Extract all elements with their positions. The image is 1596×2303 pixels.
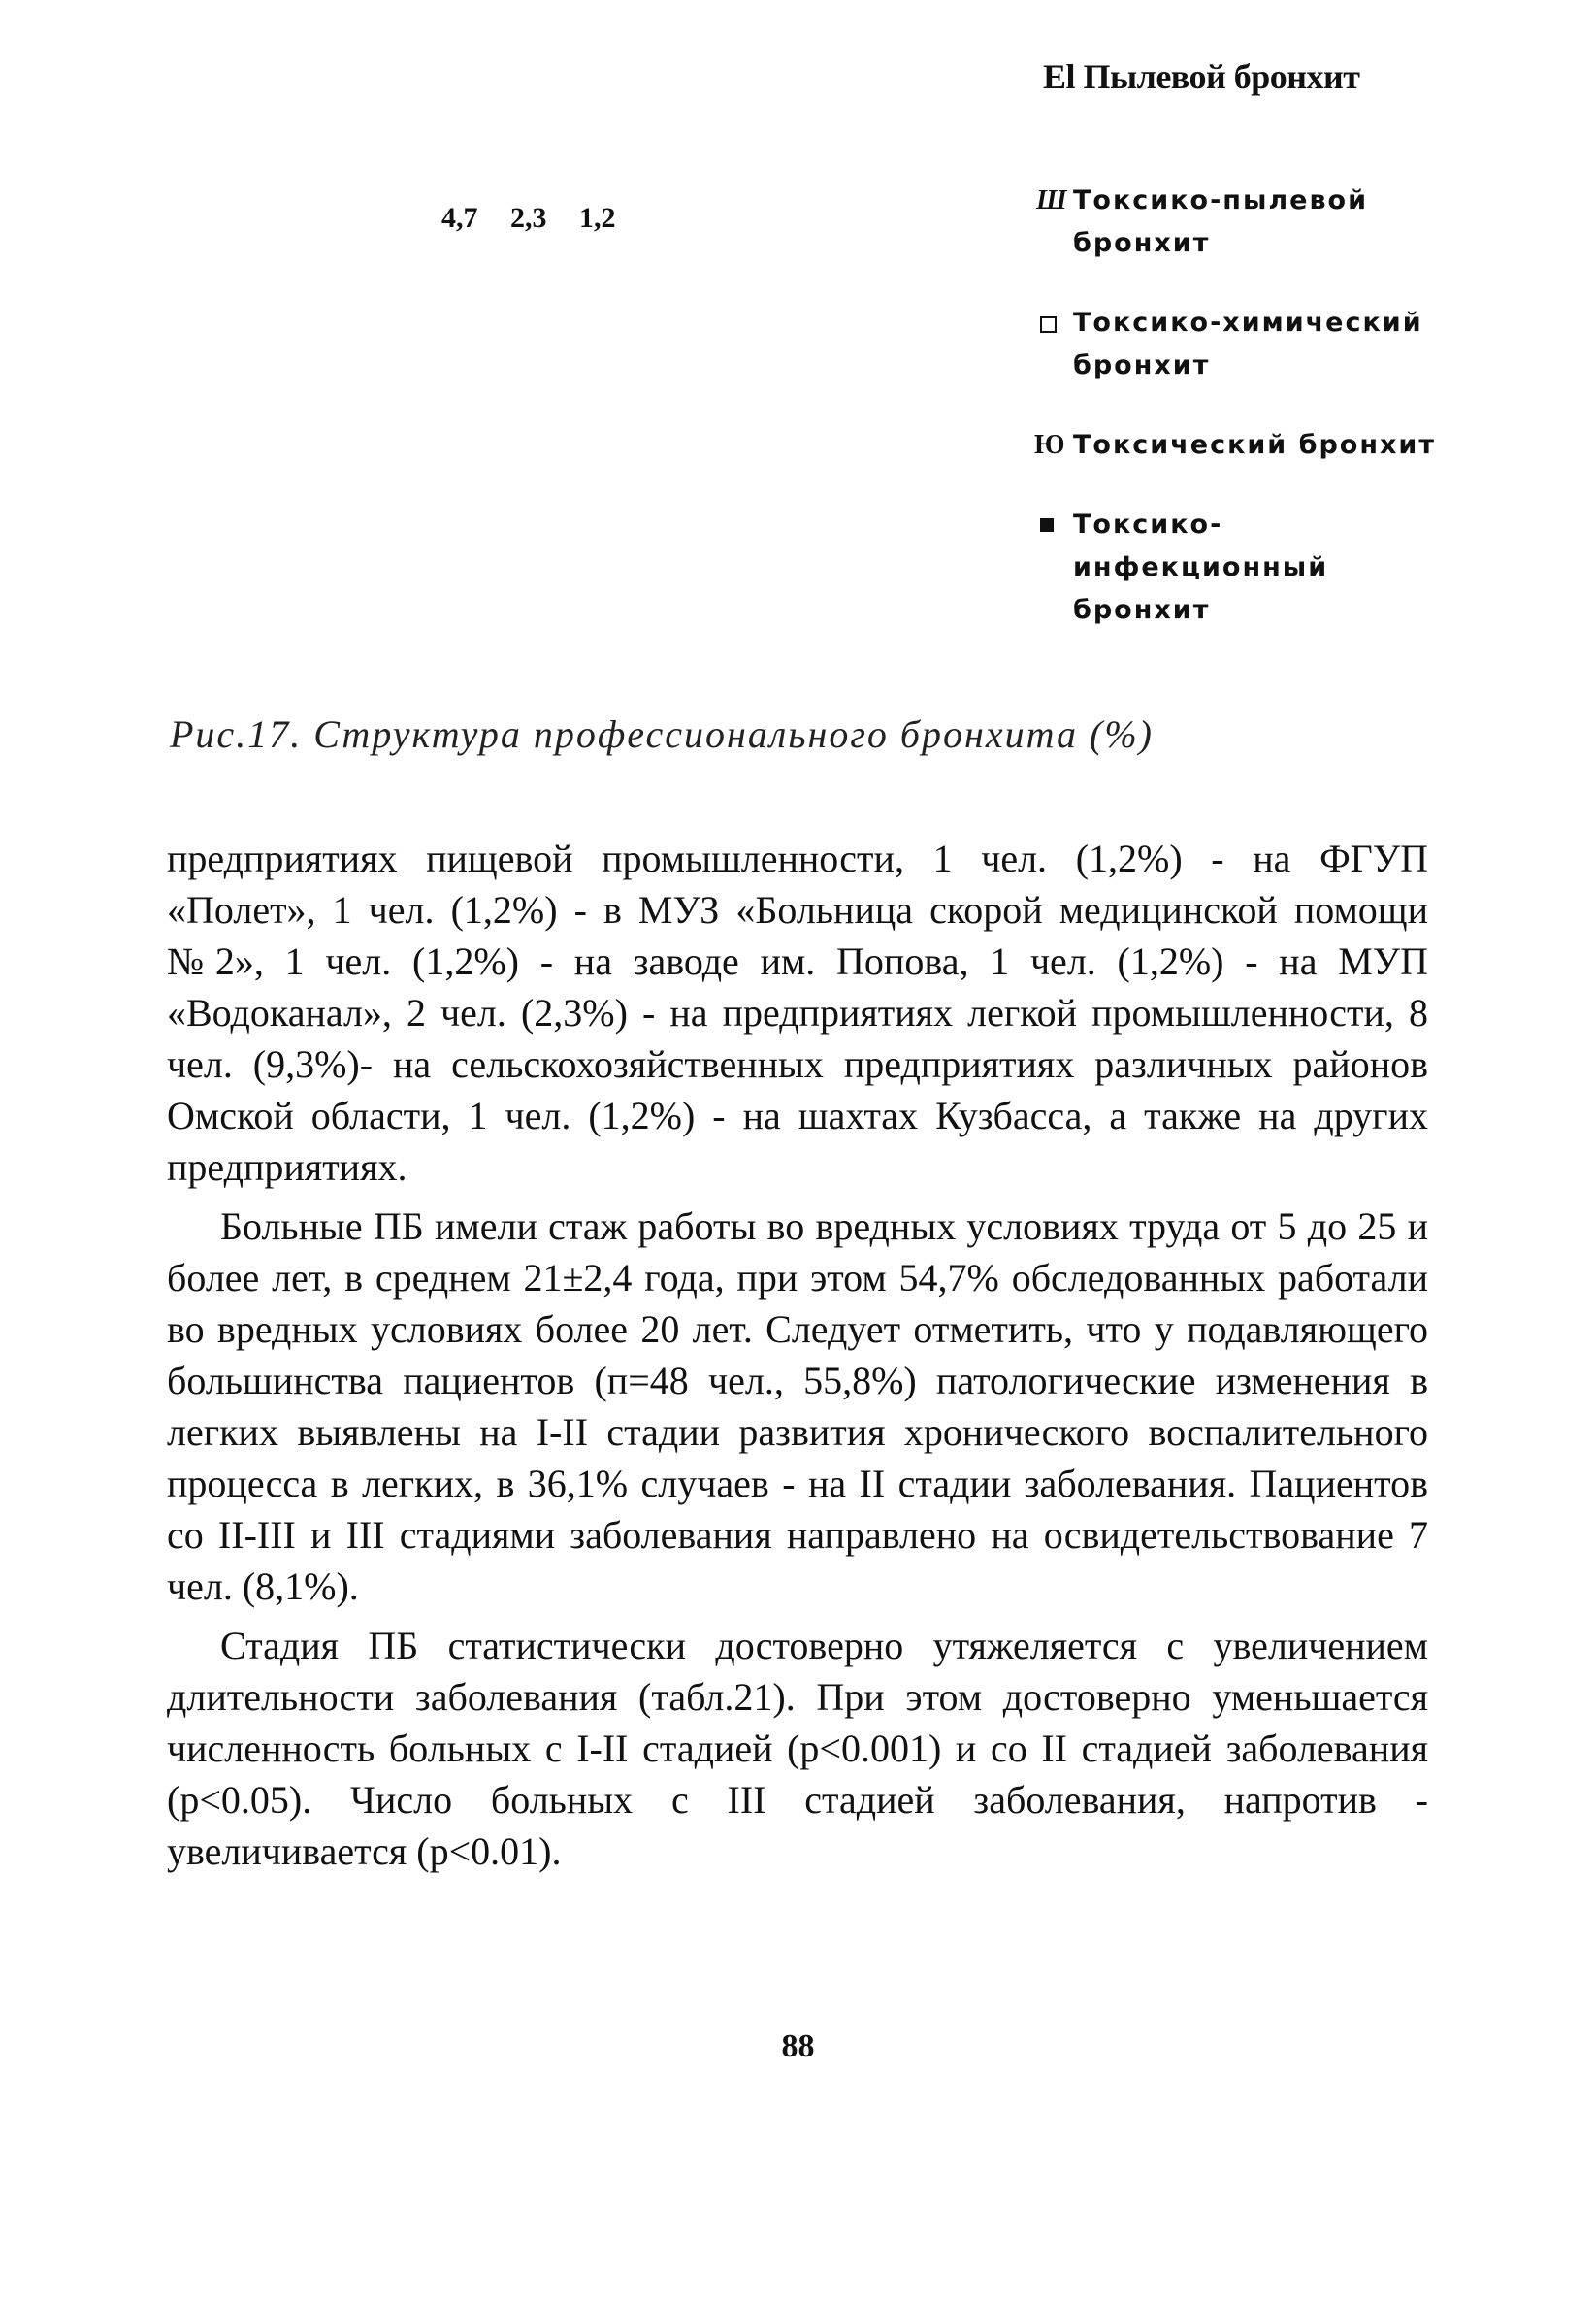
chart-data-labels: [441, 202, 641, 235]
legend-label: Токсико-инфекционный бронхит: [1073, 510, 1329, 625]
paragraph: Стадия ПБ статистически достоверно утяжеляется с увеличением длительности заболевания (табл.21). При этом достоверно уменьшается численность больных с I-II стадией (р<0.001) и со II стадией заболевания (р<0.05). Число больных с III стадией заболевания, напротив - увеличивается (р<0.01).: [167, 1624, 1428, 1873]
paragraph: Больные ПБ имели стаж работы во вредных условиях труда от 5 до 25 и более лет, в среднем 21±2,4 года, при этом 54,7% обследованных работали во вредных условиях более 20 лет. Следует отметить, что у подавляющего большинства пациентов (п=48 чел., 55,8%) патологические изменения в легких выявлены на I-II стадии развития хронического воспалительного процесса в легких, в 36,1% случаев - на II стадии заболевания. Пациентов со II-III и III стадиями заболевания направлено на освидетельствование 7 чел. (8,1%).: [167, 1204, 1428, 1608]
legend-marker-solid-square: [1040, 518, 1054, 532]
legend-marker-empty-square: [1040, 316, 1057, 333]
legend-label: Токсико-пылевой бронхит: [1073, 185, 1369, 258]
legend-item-toxic-dust: [1038, 180, 1455, 265]
data-label: 2,3: [510, 202, 547, 234]
legend-marker-hatched: Ш: [1036, 185, 1067, 215]
legend-item-dust-bronchitis: El Пылевой бронхит: [1043, 57, 1360, 96]
legend-item-toxic-infectious: [1038, 504, 1455, 632]
legend-item-toxic-chemical: [1038, 302, 1455, 387]
legend-item-toxic: [1034, 424, 1455, 467]
legend-label: Токсико-химический бронхит: [1073, 308, 1423, 380]
figure-17: [155, 49, 1455, 767]
paragraph: предприятиях пищевой промышленности, 1 чел. (1,2%) - на ФГУП «Полет», 1 чел. (1,2%) - в МУЗ «Больница скорой медицинской помощи №2», 1 чел. (1,2%) - на заводе им. Попова, 1 чел. (1,2%) - на МУП «Водоканал», 2 чел. (2,3%) - на предприятиях легкой промышленности, 8 чел. (9,3%)- на сельскохозяйственных предприятиях различных районов Омской области, 1 чел. (1,2%) - на шахтах Кузбасса, а также на других предприятиях.: [167, 837, 1428, 1189]
page-number: 88: [781, 2028, 815, 2064]
figure-caption: Рис.17. Структура профессионального бронхита (%): [170, 712, 1154, 756]
body-text: [167, 833, 1428, 1877]
data-label: 4,7: [441, 202, 478, 234]
legend-label: Токсический бронхит: [1073, 430, 1436, 460]
legend-marker-pattern: Ю: [1034, 430, 1065, 460]
chart-legend: [1034, 180, 1455, 669]
data-label: 1,2: [579, 202, 616, 234]
